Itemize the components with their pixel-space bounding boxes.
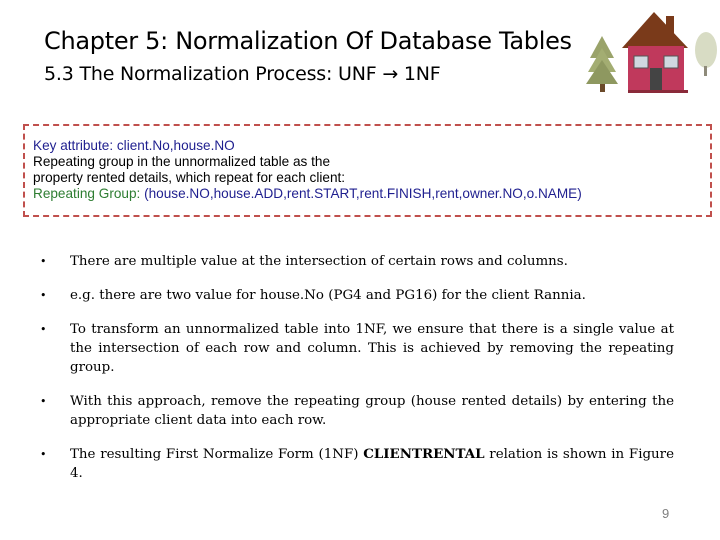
repeating-group-label: Repeating Group: <box>33 186 145 201</box>
house-icon <box>584 6 720 98</box>
bullet-text: To transform an unnormalized table into 1NF, we ensure that there is a single value at the intersection of each row and column. This is achieved by removing the repeating group. <box>70 322 674 375</box>
bullet-text: There are multiple value at the intersection of certain rows and columns. <box>70 254 568 269</box>
bullet-icon: • <box>40 448 47 461</box>
page-number: 9 <box>662 506 670 521</box>
repeating-description-line1: Repeating group in the unnormalized table as the <box>33 154 330 169</box>
bullet-icon: • <box>40 289 47 302</box>
list-item <box>40 286 674 305</box>
repeating-group-line <box>33 186 710 202</box>
key-attribute-value: client.No,house.NO <box>116 138 235 153</box>
bullet-text-before: The resulting First Normalize Form (1NF) <box>70 447 364 462</box>
bullet-text-after: relation is shown in Figure 4. <box>70 447 674 481</box>
list-item <box>40 252 674 271</box>
subtitle-suffix: 1NF <box>403 63 441 85</box>
list-item <box>40 320 674 377</box>
arrow-icon: → <box>382 63 399 85</box>
subtitle-prefix: 5.3 The Normalization Process: UNF <box>44 63 377 85</box>
repeating-description-line2: property rented details, which repeat for each client: <box>33 170 346 185</box>
bullet-icon: • <box>40 395 47 408</box>
bullet-text <box>70 445 674 483</box>
bullet-text: e.g. there are two value for house.No (PG4 and PG16) for the client Rannia. <box>70 288 586 303</box>
key-attribute-line <box>33 138 710 154</box>
bullet-icon: • <box>40 255 47 268</box>
bullet-list <box>40 252 674 498</box>
repeating-group-value: (house.NO,house.ADD,rent.START,rent.FINISH,rent,owner.NO,o.NAME) <box>144 186 582 201</box>
bush <box>695 32 717 76</box>
pine-tree-icon <box>586 36 618 92</box>
bullet-icon: • <box>40 323 47 336</box>
slide-subtitle <box>44 62 441 86</box>
slide-title: Chapter 5: Normalization Of Database Tables <box>44 27 572 55</box>
list-item <box>40 445 674 483</box>
key-attribute-label: Key attribute: <box>33 138 117 153</box>
list-item <box>40 392 674 430</box>
bullet-text: With this approach, remove the repeating group (house rented details) by entering the appropriate client data into each row. <box>70 394 674 428</box>
key-attribute-box <box>23 124 712 217</box>
brick-house <box>622 12 688 93</box>
relation-name: CLIENTRENTAL <box>363 446 485 462</box>
